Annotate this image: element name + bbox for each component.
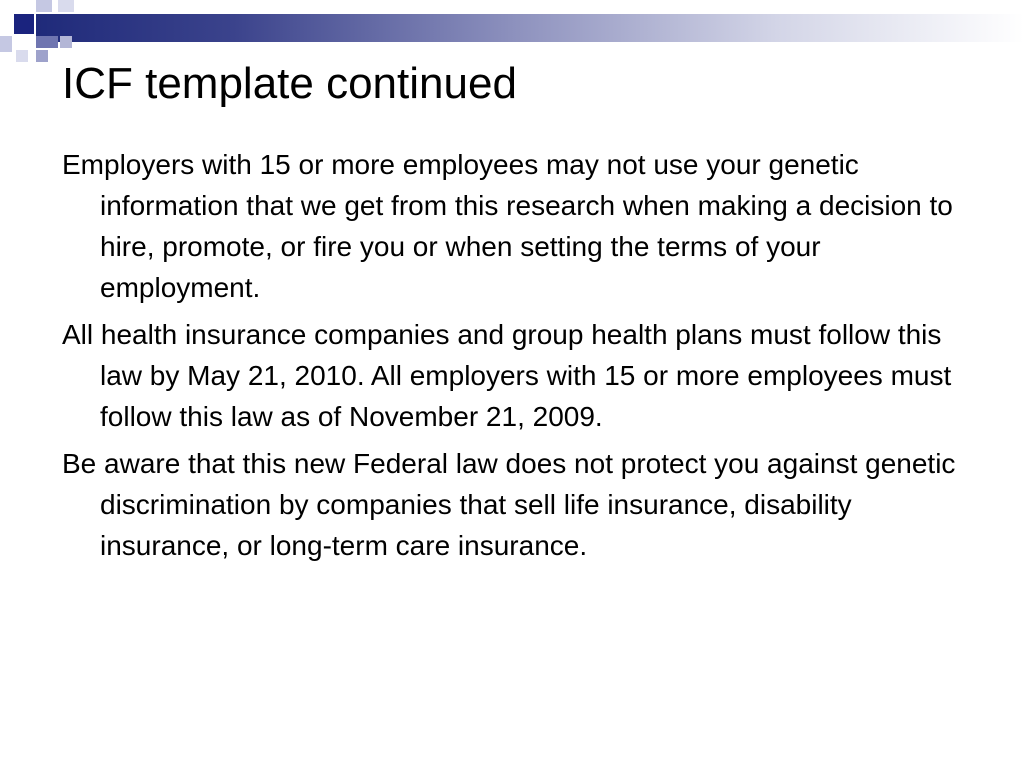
- body-paragraph-employers: Employers with 15 or more employees may not use your genetic information that we get from this research when making a decision to hire, promote, or fire you or when setting the terms of your employment.: [62, 149, 953, 303]
- decorative-square: [16, 50, 28, 62]
- decorative-square: [60, 36, 72, 48]
- decorative-square: [36, 0, 52, 12]
- decorative-square: [14, 14, 34, 34]
- decorative-square: [58, 0, 74, 12]
- decorative-square: [0, 36, 12, 52]
- decorative-square: [36, 36, 58, 48]
- slide-title: ICF template continued: [62, 59, 517, 108]
- body-paragraph-limitations: Be aware that this new Federal law does not protect you against genetic discrimination by companies that sell life insurance, disability insurance, or long-term care insurance.: [62, 448, 956, 561]
- header-gradient-bar: [36, 14, 1024, 42]
- body-paragraph-compliance-dates: All health insurance companies and group health plans must follow this law by May 21, 2010. All employers with 15 or more employees must follow this law as of November 21, 2009.: [62, 319, 952, 432]
- decorative-square: [36, 50, 48, 62]
- slide-body: [62, 144, 962, 572]
